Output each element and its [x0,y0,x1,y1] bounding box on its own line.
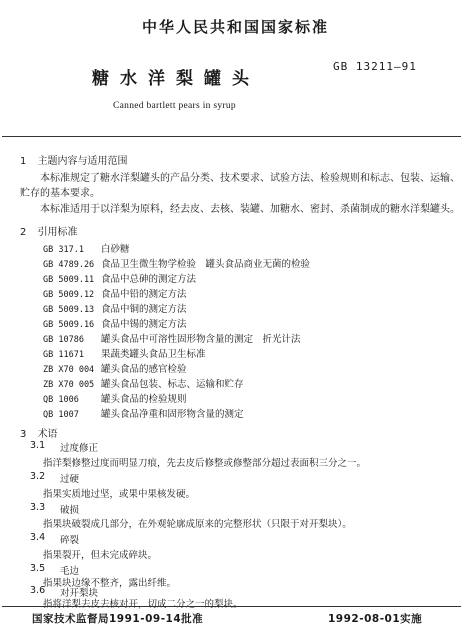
reference-title: 食品卫生微生物学检验 罐头食品商业无菌的检验 [101,259,311,270]
document-title-english: Canned bartlett pears in syrup [113,101,236,111]
term-name: 破损 [60,505,80,516]
section-title: 术语 [37,429,58,440]
reference-code: GB 11671 [43,350,84,360]
reference-item [43,256,310,269]
term-number: 3.5 [30,563,46,574]
section-number: 2 [20,227,27,238]
reference-code: ZB X70 005 [43,380,95,390]
reference-item [43,391,187,404]
term-definition: 指果实质地过坚，或果中果核发硬。 [43,489,196,500]
reference-code: GB 10786 [43,335,84,345]
reference-title: 果蔬类罐头食品卫生标准 [101,349,206,360]
reference-title: 食品中锡的测定方法 [101,319,187,330]
term-number: 3.3 [30,502,46,513]
reference-code: ZB X70 004 [43,365,95,375]
reference-item [43,241,130,254]
reference-item [43,346,206,359]
document-title: 糖水洋梨罐头 [92,69,260,89]
reference-title: 食品中铅的测定方法 [101,289,187,300]
reference-code: QB 1006 [43,395,79,405]
implementation-date: 1992-08-01实施 [328,613,423,625]
reference-code: GB 5009.11 [43,275,95,285]
term-name: 对开梨块 [60,588,99,599]
reference-title: 罐头食品净重和固形物含量的测定 [101,409,244,420]
reference-code: GB 5009.12 [43,290,95,300]
bottom-rule [2,606,461,607]
term-definition: 指果块边缘不整齐，露出纤维。 [43,578,177,589]
term-definition: 指洋梨修整过度而明显刀痕，先去皮后修整或修整部分超过表面积三分之一。 [43,458,367,469]
reference-item [43,406,244,419]
standard-header: 中华人民共和国国家标准 [141,18,329,36]
section-1-paragraph-2: 本标准适用于以洋梨为原料，经去皮、去核、装罐、加糖水、密封、杀菌制成的糖水洋梨罐头。 [40,204,460,215]
term-name: 毛边 [60,566,80,577]
term-name: 碎裂 [60,535,80,546]
reference-item [43,271,196,284]
reference-title: 罐头食品的感官检验 [101,364,187,375]
term-definition: 指果裂开，但未完成碎块。 [43,550,158,561]
reference-code: QB 1007 [43,410,79,420]
reference-title: 食品中总砷的测定方法 [101,274,197,285]
reference-code: GB 5009.13 [43,305,95,315]
term-number: 3.6 [30,585,46,596]
term-name: 过硬 [60,474,80,485]
reference-title: 白砂糖 [101,244,130,255]
top-rule [2,136,461,137]
section-title: 引用标准 [37,227,78,238]
reference-item [43,316,187,329]
section-2-heading [20,223,78,238]
section-3-heading [20,425,58,440]
reference-item [43,331,301,344]
term-definition: 指将洋梨去皮去核对开，切成二分之一的梨块。 [43,599,243,610]
reference-item [43,361,187,374]
reference-item [43,286,187,299]
standard-number: GB 13211—91 [333,60,417,73]
section-1-paragraph-1: 本标准规定了糖水洋梨罐头的产品分类、技术要求、试验方法、检验规则和标志、包装、运输、贮存的基本要求。 [20,173,460,199]
reference-code: GB 5009.16 [43,320,95,330]
reference-code: GB 4789.26 [43,260,95,270]
reference-code: GB 317.1 [43,245,84,255]
term-definition: 指果块破裂成几部分，在外观轮廓成原来的完整形状（只限于对开梨块）。 [43,519,352,530]
reference-item [43,376,244,389]
section-title: 主题内容与适用范围 [37,156,128,167]
section-1-heading [20,152,128,167]
reference-title: 罐头食品包装、标志、运输和贮存 [101,379,244,390]
reference-item [43,301,187,314]
approval-date: 国家技术监督局1991-09-14批准 [32,613,204,625]
term-name: 过度修正 [60,443,99,454]
reference-title: 罐头食品的检验规则 [101,394,187,405]
reference-title: 罐头食品中可溶性固形物含量的测定 折光计法 [101,334,301,345]
term-number: 3.4 [30,532,46,543]
term-number: 3.1 [30,440,46,451]
reference-title: 食品中铜的测定方法 [101,304,187,315]
section-number: 1 [20,156,27,167]
section-number: 3 [20,429,27,440]
term-number: 3.2 [30,471,46,482]
